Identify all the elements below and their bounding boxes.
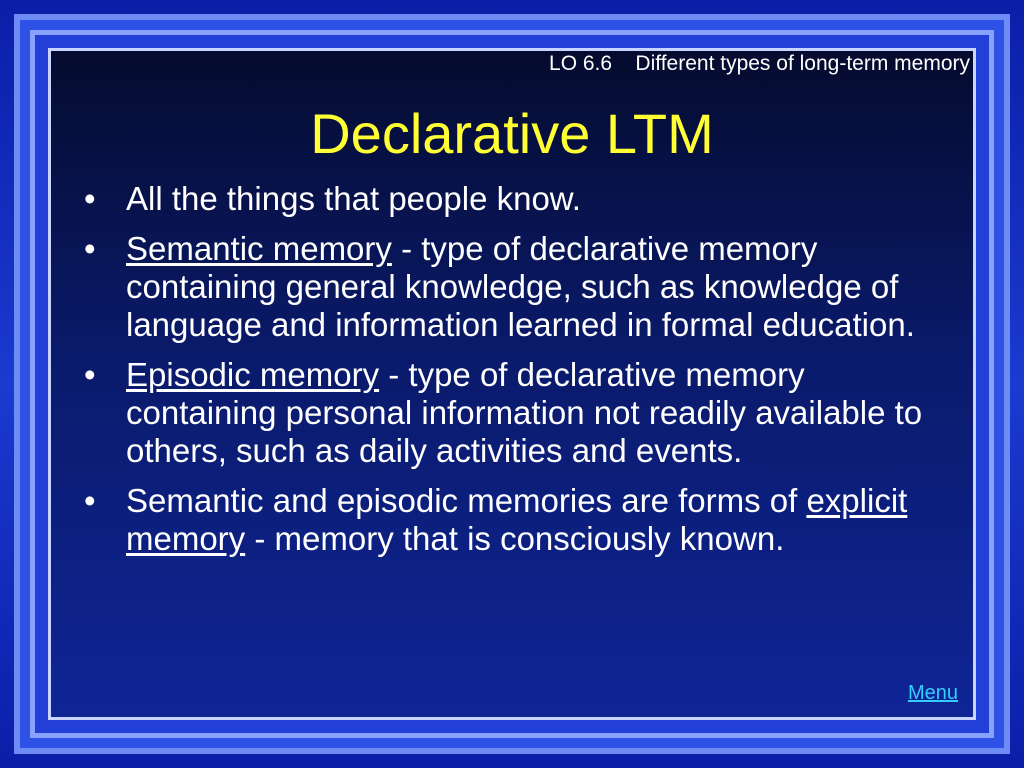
bullet-icon: • bbox=[84, 482, 96, 519]
bullet-item bbox=[84, 180, 944, 218]
bullet-item bbox=[84, 482, 944, 558]
bullet-item bbox=[84, 356, 944, 470]
learning-objective-header bbox=[549, 52, 970, 76]
term-explicit-memory: explicit memory bbox=[126, 482, 908, 557]
slide-title: Declarative LTM bbox=[310, 102, 714, 165]
bullet-text: - type of declarative memory containing personal information not readily available to others, such as daily activities and events. bbox=[126, 356, 923, 469]
term-semantic-memory: Semantic memory bbox=[126, 230, 392, 267]
bullet-list bbox=[84, 180, 944, 570]
bullet-text: - type of declarative memory containing general knowledge, such as knowledge of language and information learned in formal education. bbox=[126, 230, 915, 343]
bullet-item bbox=[84, 230, 944, 344]
bullet-icon: • bbox=[84, 230, 96, 267]
lo-code: LO 6.6 bbox=[549, 52, 613, 75]
bullet-text: Semantic and episodic memories are forms of bbox=[126, 482, 807, 519]
bullet-text: - memory that is consciously known. bbox=[245, 520, 785, 557]
lo-title: Different types of long-term memory bbox=[635, 52, 970, 75]
bullet-icon: • bbox=[84, 356, 96, 393]
menu-link[interactable]: Menu bbox=[907, 682, 958, 704]
bullet-text: All the things that people know. bbox=[126, 180, 581, 217]
term-episodic-memory: Episodic memory bbox=[126, 356, 380, 393]
bullet-icon: • bbox=[84, 180, 96, 217]
